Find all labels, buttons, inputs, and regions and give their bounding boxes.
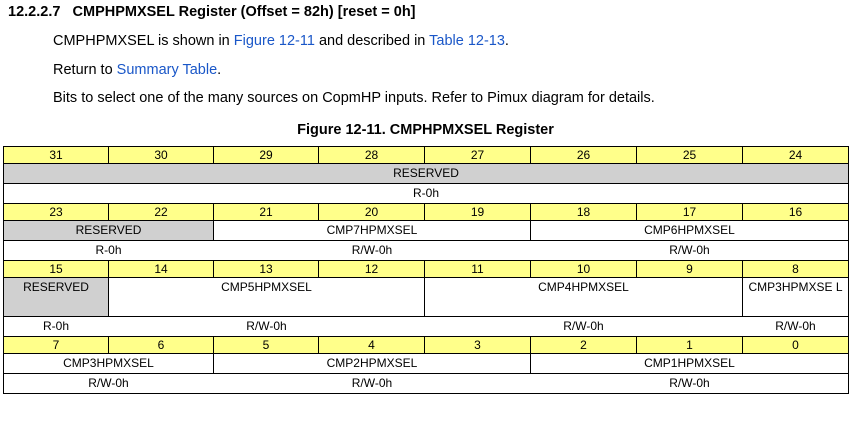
field-row — [4, 221, 849, 241]
bit-number: 24 — [743, 147, 849, 164]
intro-paragraph-1 — [53, 33, 509, 49]
field-access: R/W-0h — [214, 374, 531, 394]
field-access: R-0h — [4, 241, 214, 261]
bit-number: 20 — [319, 204, 425, 221]
field-access: R/W-0h — [425, 317, 743, 337]
bit-number: 21 — [214, 204, 319, 221]
bit-number: 3 — [425, 337, 531, 354]
section-number: 12.2.2.7 — [8, 4, 61, 20]
bit-number: 26 — [531, 147, 637, 164]
bit-number: 9 — [637, 261, 743, 278]
intro-text: . — [217, 62, 222, 78]
field-access: R/W-0h — [109, 317, 425, 337]
bit-number-row — [4, 147, 849, 164]
section-heading — [8, 4, 416, 20]
field-row — [4, 354, 849, 374]
table-link[interactable]: Table 12-13 — [429, 33, 505, 49]
access-row — [4, 317, 849, 337]
field-cmp3hpmxsel: CMP3HPMXSEL — [4, 354, 214, 374]
bit-number: 11 — [425, 261, 531, 278]
bit-number: 23 — [4, 204, 109, 221]
field-access: R/W-0h — [214, 241, 531, 261]
bit-number: 10 — [531, 261, 637, 278]
bit-number: 12 — [319, 261, 425, 278]
field-access: R-0h — [4, 184, 849, 204]
bit-number: 0 — [743, 337, 849, 354]
register-diagram — [3, 146, 849, 394]
bit-number: 5 — [214, 337, 319, 354]
bit-number: 22 — [109, 204, 214, 221]
field-reserved: RESERVED — [4, 278, 109, 317]
intro-paragraph-3: Bits to select one of the many sources on CopmHP inputs. Refer to Pimux diagram for details. — [53, 90, 655, 106]
section-title: CMPHPMXSEL Register (Offset = 82h) [reset = 0h] — [72, 4, 416, 20]
intro-paragraph-2 — [53, 62, 221, 78]
bit-number: 29 — [214, 147, 319, 164]
bit-number: 17 — [637, 204, 743, 221]
intro-text: . — [504, 33, 509, 49]
access-row — [4, 184, 849, 204]
field-access: R/W-0h — [4, 374, 214, 394]
field-access: R-0h — [4, 317, 109, 337]
bit-number: 13 — [214, 261, 319, 278]
field-row — [4, 278, 849, 317]
field-cmp7hpmxsel: CMP7HPMXSEL — [214, 221, 531, 241]
bit-number: 30 — [109, 147, 214, 164]
bit-number: 27 — [425, 147, 531, 164]
field-cmp6hpmxsel: CMP6HPMXSEL — [531, 221, 849, 241]
field-cmp4hpmxsel: CMP4HPMXSEL — [425, 278, 743, 317]
field-cmp2hpmxsel: CMP2HPMXSEL — [214, 354, 531, 374]
bit-number: 15 — [4, 261, 109, 278]
bit-number: 16 — [743, 204, 849, 221]
bit-number: 8 — [743, 261, 849, 278]
bit-number-row — [4, 204, 849, 221]
bit-number: 6 — [109, 337, 214, 354]
bit-number: 2 — [531, 337, 637, 354]
figure-link[interactable]: Figure 12-11 — [233, 33, 315, 49]
bit-number: 31 — [4, 147, 109, 164]
field-access: R/W-0h — [531, 241, 849, 261]
bit-number: 7 — [4, 337, 109, 354]
field-reserved: RESERVED — [4, 221, 214, 241]
bit-number: 18 — [531, 204, 637, 221]
field-row — [4, 164, 849, 184]
intro-text: Return to — [53, 62, 117, 78]
figure-title: Figure 12-11. CMPHPMXSEL Register — [297, 122, 554, 138]
bit-number: 19 — [425, 204, 531, 221]
intro-text: CMPHPMXSEL is shown in — [53, 33, 234, 49]
field-access: R/W-0h — [531, 374, 849, 394]
bit-number: 25 — [637, 147, 743, 164]
field-cmp5hpmxsel: CMP5HPMXSEL — [109, 278, 425, 317]
field-access: R/W-0h — [743, 317, 849, 337]
bit-number: 4 — [319, 337, 425, 354]
bit-number: 14 — [109, 261, 214, 278]
field-cmp1hpmxsel: CMP1HPMXSEL — [531, 354, 849, 374]
bit-number-row — [4, 337, 849, 354]
access-row — [4, 241, 849, 261]
bit-number-row — [4, 261, 849, 278]
bit-number: 28 — [319, 147, 425, 164]
summary-table-link[interactable]: Summary Table — [116, 62, 218, 78]
access-row — [4, 374, 849, 394]
field-cmp3hpmxsel-high: CMP3HPMXSE L — [743, 278, 849, 317]
intro-text: and described in — [314, 33, 430, 49]
field-reserved: RESERVED — [4, 164, 849, 184]
bit-number: 1 — [637, 337, 743, 354]
